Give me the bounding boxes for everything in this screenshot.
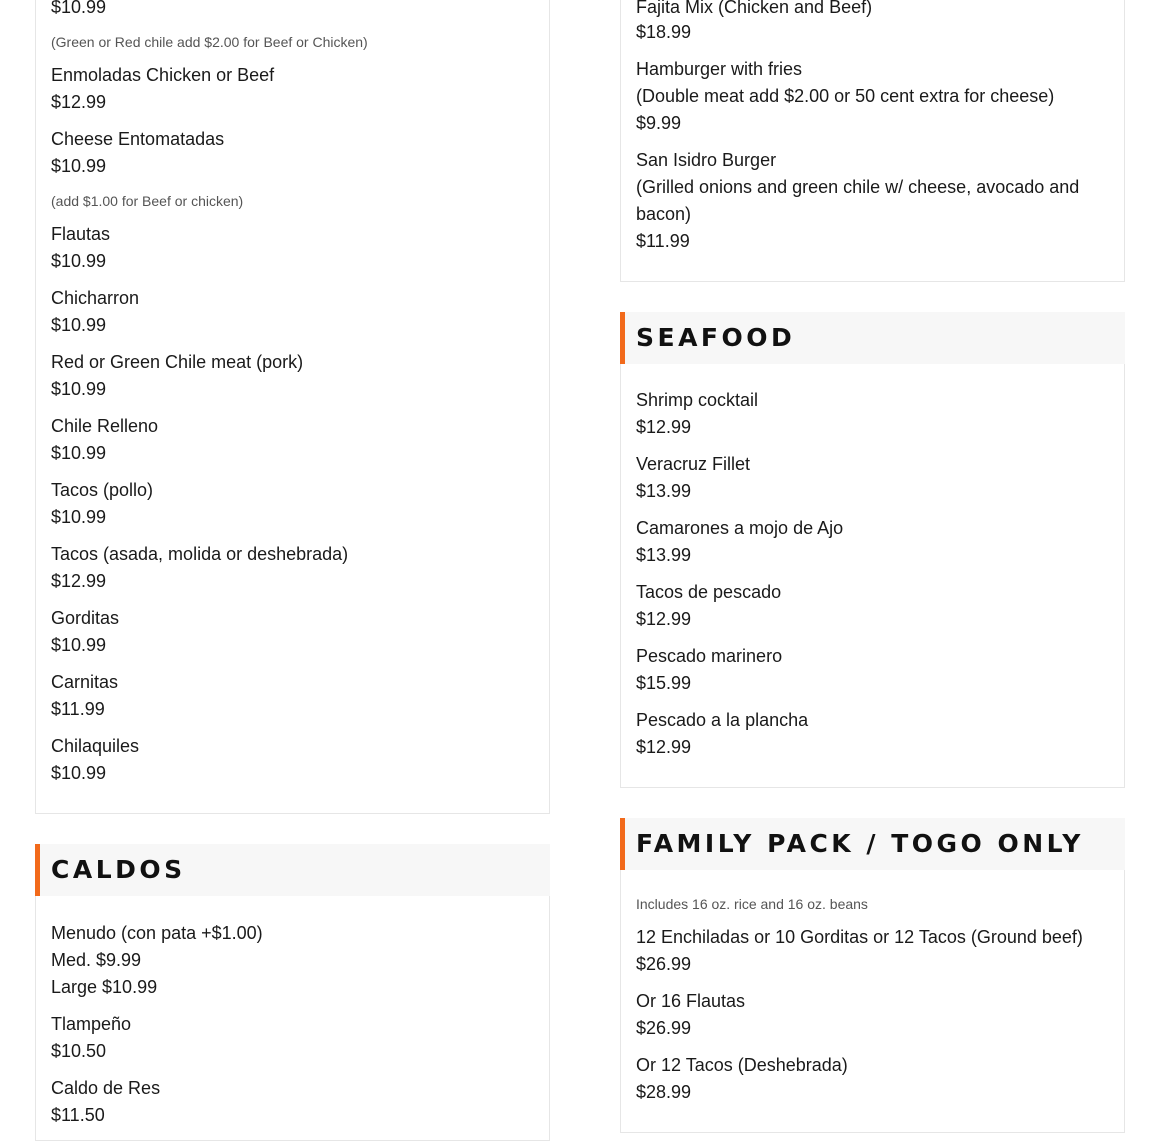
item-name: Red or Green Chile meat (pork) [51,352,304,372]
item-price: $10.50 [51,1041,107,1061]
item-name: Hamburger with fries [636,59,803,79]
item-price: $10.99 [51,507,107,527]
item-detail: (Double meat add $2.00 or 50 cent extra for cheese) [636,86,1055,106]
item-name: Chilaquiles [51,736,140,756]
item-name: Chile Relleno [51,416,159,436]
item-price: $11.99 [51,699,105,719]
item-price: $26.99 [636,954,692,974]
item-price: $10.99 [51,0,107,17]
item-detail: (Grilled onions and green chile w/ cheese, avocado and [636,177,1080,197]
item-name: Carnitas [51,672,119,692]
item-name: Tacos (asada, molida or deshebrada) [51,544,349,564]
item-name: Cheese Entomatadas [51,129,225,149]
item-name: Pescado a la plancha [636,710,809,730]
item-price: $10.99 [51,251,107,271]
item-name: Gorditas [51,608,120,628]
item-price: $10.99 [51,635,107,655]
item-price: $12.99 [51,92,107,112]
item-name: 12 Enchiladas or 10 Gorditas or 12 Tacos (Ground beef) [636,927,1083,947]
item-name: Menudo (con pata +$1.00) [51,923,263,943]
item-price: $11.50 [51,1105,105,1125]
item-price: $12.99 [636,417,692,437]
item-price: $15.99 [636,673,692,693]
item-price: $10.99 [51,443,107,463]
item-price: $10.99 [51,156,107,176]
seafood-section-header [620,312,1125,364]
caldos-title: CALDOS [51,855,186,884]
item-name: Flautas [51,224,111,244]
item-name: Tacos (pollo) [51,480,154,500]
item-price: Large $10.99 [51,977,158,997]
item-price: $13.99 [636,481,692,501]
item-name: Chicharron [51,288,140,308]
item-price: Med. $9.99 [51,950,142,970]
seafood-title: SEAFOOD [636,323,796,352]
item-name: San Isidro Burger [636,150,777,170]
item-price: $11.99 [636,231,690,251]
item-price: $26.99 [636,1018,692,1038]
item-name: Fajita Mix (Chicken and Beef) [636,0,873,17]
item-name: Tlampeño [51,1014,132,1034]
item-price: $12.99 [636,737,692,757]
item-detail: bacon) [636,204,692,224]
item-name: Caldo de Res [51,1078,161,1098]
item-price: $18.99 [636,22,692,42]
item-name: Camarones a mojo de Ajo [636,518,844,538]
item-price: $10.99 [51,315,107,335]
right-menu-panel [620,0,1125,282]
item-price: $13.99 [636,545,692,565]
item-name: Shrimp cocktail [636,390,759,410]
item-name: Enmoladas Chicken or Beef [51,65,275,85]
item-name: Tacos de pescado [636,582,782,602]
item-price: $12.99 [636,609,692,629]
item-price: $10.99 [51,763,107,783]
item-note: (add $1.00 for Beef or chicken) [51,193,244,209]
family-pack-section-header [620,818,1125,870]
item-price: $28.99 [636,1082,692,1102]
item-name: Or 12 Tacos (Deshebrada) [636,1055,848,1075]
family-pack-title: FAMILY PACK / TOGO ONLY [636,829,1084,858]
item-name: Or 16 Flautas [636,991,746,1011]
item-price: $9.99 [636,113,682,133]
item-name: Pescado marinero [636,646,783,666]
caldos-section-header [35,844,550,896]
item-note: (Green or Red chile add $2.00 for Beef or Chicken) [51,34,368,50]
item-price: $12.99 [51,571,107,591]
item-price: $10.99 [51,379,107,399]
item-name: Veracruz Fillet [636,454,751,474]
family-pack-note: Includes 16 oz. rice and 16 oz. beans [636,896,868,912]
